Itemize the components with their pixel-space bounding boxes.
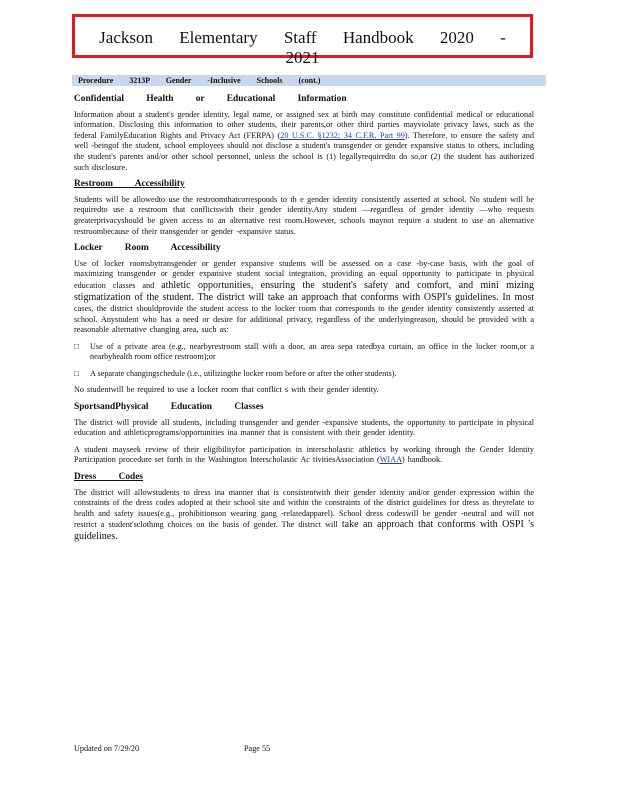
paragraph-text-large: take an approach that conforms with OSPI 's guidelines.	[74, 519, 535, 543]
checkbox-bullet-icon: □	[74, 368, 79, 378]
list-item-text: Use of a private area (e.g., nearbyrestroom stall with a door, an area sepa ratedbya curtain, an office in the locker room,or a nearbyhealth room office restroom);or	[90, 341, 534, 362]
wiaa-link[interactable]: WIAA	[379, 455, 402, 465]
paragraph-locker-room	[74, 259, 534, 336]
heading-locker-room: Locker Room Accessibility	[74, 243, 221, 254]
document-body	[74, 92, 534, 549]
paragraph-dress-codes	[74, 488, 534, 544]
paragraph-restroom: Students will be allowedto use the restroomthatcorresponds to th e gender identity consistently asserted at school. No student will be requiredto use a restroom that conflictswith their gender identity.Any student —regardless of gender identity —who requests greaterprivacyshould be given access to an alternative rest room.However, schools maynot require a student to use an alternative restroombecause of their transgender or gender -expansive status.	[74, 194, 534, 236]
list-item	[74, 342, 534, 363]
paragraph-confidential	[74, 110, 534, 174]
paragraph-text: cases, the district shouldprovide the student access to the locker room that corresponds to the gender identity consistently asserted at school. Anystudent who has a need or desire for additional privacy, regardless of the underlyingreason, should be provided with a reasonable alternative changing area, such as:	[74, 303, 534, 335]
list-item-text: A separate changingschedule (i.e., utilizingthe locker room before or after the other students).	[90, 368, 397, 378]
heading-restroom: Restroom Accessibility	[74, 179, 185, 190]
paragraph-text: The district will allowstudents to dress ina manner that is consistentwith their gender identity and/or gender expression within the constraints of the dress codes adopted at their school site and within the constraints of the district guidelines for dress as theyrelate to health and safety issues(e.g., prohibitionson wearing gang -relatedapparel). School dress codeswill be gender -neutral and will not restrict a student'sclothing choices on the basis of gender. The district will	[74, 487, 534, 530]
paragraph-text: Use of locker roomsbytransgender or gender expansive students will be assessed on a case -by-case basis, with the goal of maximizing transgender or gender expansive student social integration, providing an equal opportunity to participate in physical education classes and	[74, 258, 534, 290]
list-item	[74, 369, 534, 380]
checkbox-bullet-icon: □	[74, 341, 79, 351]
updated-date: Updated on 7/29/20	[74, 744, 140, 753]
page-footer	[74, 744, 374, 753]
paragraph-text-large: athletic opportunities, ensuring the student's safety and comfort, and mini mizing stigmatization of the student. The district will take an approach that conforms with OSPI's guidelines. In most	[74, 279, 534, 303]
page-title: Jackson Elementary Staff Handbook 2020 - 2021	[99, 28, 506, 67]
paragraph-sports-1: The district will provide all students, including transgender and gender -expansive students, the opportunity to participate in physical education and athleticprograms/opportunities ina manner that is consistent with their gender identity.	[74, 417, 534, 438]
header-box	[72, 14, 533, 67]
paragraph-text: ) handbook.	[401, 455, 443, 465]
procedure-bar: Procedure 3213P Gender -Inclusive Schools (cont.)	[72, 75, 546, 86]
paragraph-text: Information about a student's gender identity, legal name, or assigned sex at birth may constitute confidential medical or educational information. Disclosing this information to other students, their parents,or other third parties mayviolate privacy laws, such as the federal FamilyEducation Rights and Privacy Act (FERPA) (	[74, 109, 534, 140]
heading-sports: SportsandPhysical Education Classes	[74, 402, 264, 413]
paragraph-text: ). Therefore, to ensure the safety and well -beingof the student, school employees should not disclose a student's transgender or gender expansive status to others, including the student's parents and/or other school personnel, unless the school is (1) legallyrequiredto do so,or (2) the student has authorized such disclosure.	[74, 130, 534, 172]
paragraph-text: A student mayseek review of their eligibilityfor participation in interscholastic athletics by working through the Gender Identity Participation procedure set forth in the Washington Interscholastic Ac tivitiesAssociation (	[74, 444, 534, 465]
ferpa-citation-link[interactable]: 20 U.S.C. §1232; 34 C.F.R. Part 99	[280, 130, 405, 140]
page-number: Page 55	[244, 744, 271, 753]
heading-confidential: Confidential Health or Educational Information	[74, 94, 347, 104]
heading-dress-codes: Dress Codes	[74, 472, 144, 483]
paragraph-locker-room-2: No studentwill be required to use a locker room that conflict s with their gender identity.	[74, 385, 379, 395]
paragraph-sports-2	[74, 445, 534, 466]
